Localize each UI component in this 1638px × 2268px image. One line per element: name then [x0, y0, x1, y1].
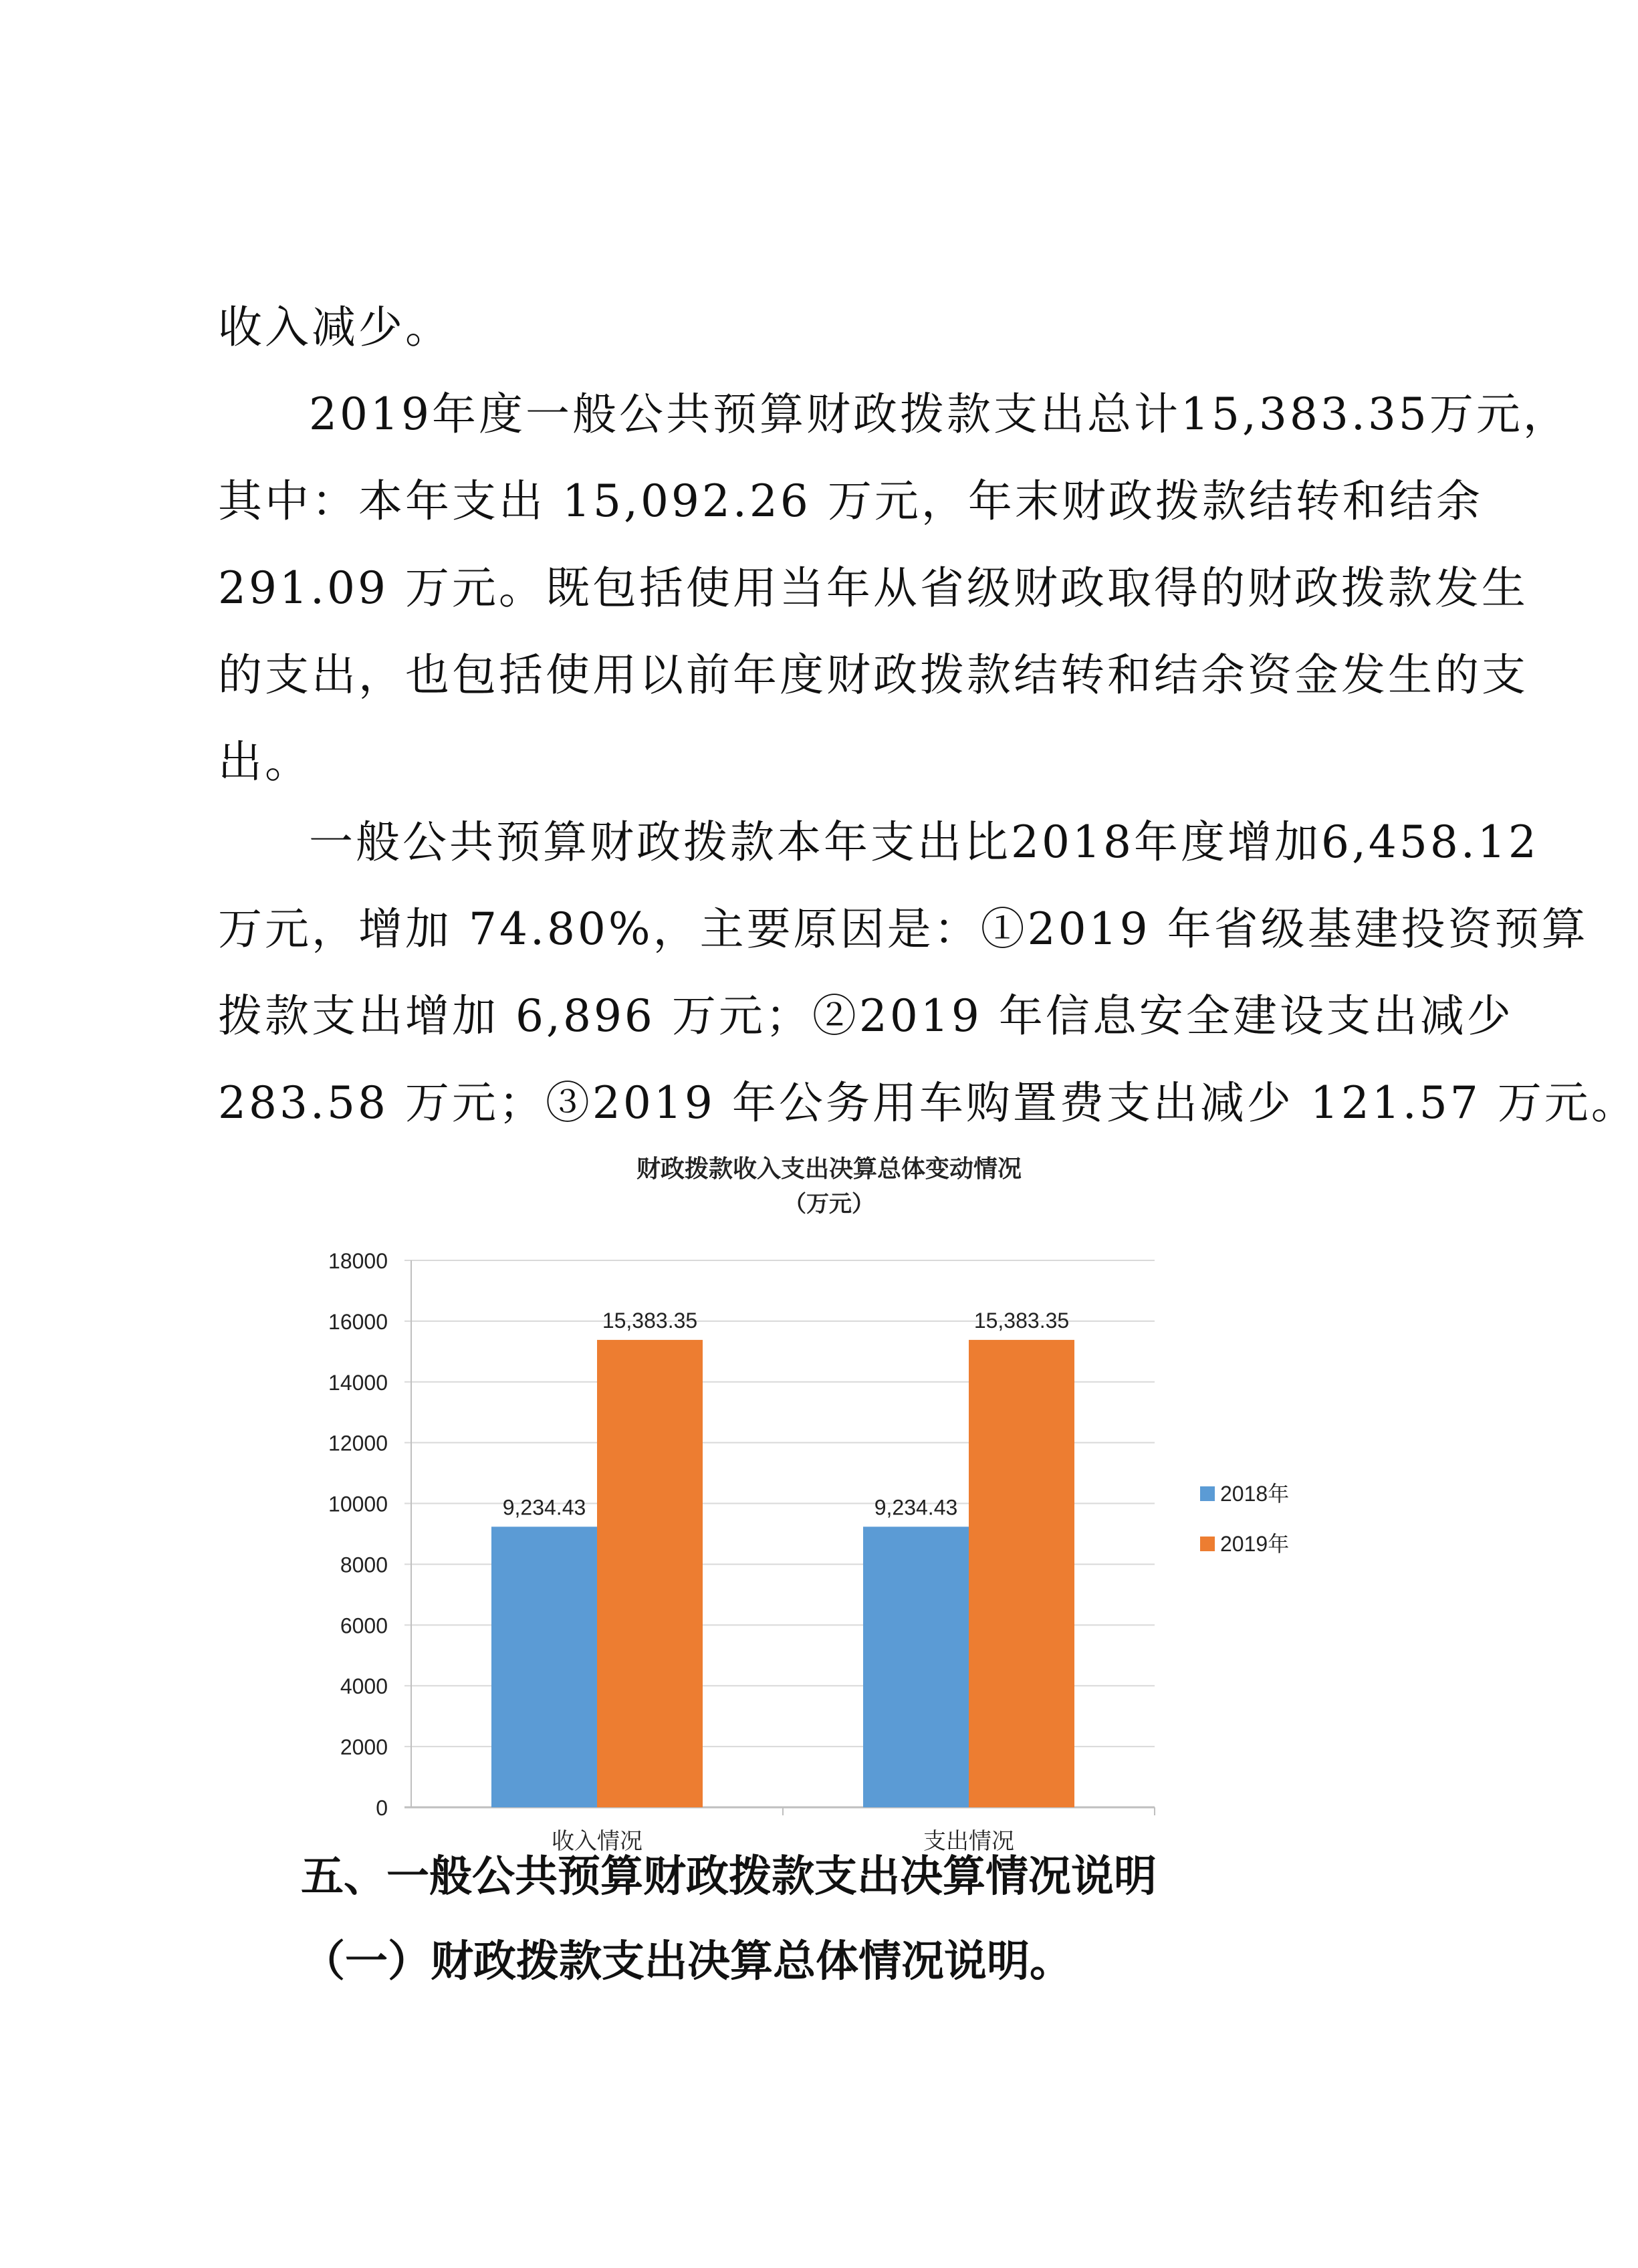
y-tick-label: 14000 — [328, 1370, 388, 1395]
text-line: 万元，增加 74.80%，主要原因是：①2019 年省级基建投资预算 — [218, 903, 1589, 955]
x-tick-label: 收入情况 — [552, 1829, 642, 1854]
y-tick-label: 6000 — [340, 1613, 388, 1638]
y-tick-label: 8000 — [340, 1553, 388, 1577]
y-tick-label: 0 — [376, 1796, 388, 1820]
subsection-heading: （一）财政拨款支出决算总体情况说明。 — [302, 1937, 1072, 1987]
chart-svg — [281, 1137, 1377, 1854]
text-line: 283.58 万元；③2019 年公务用车购置费支出减少 121.57 万元。 — [218, 1077, 1638, 1129]
x-tick-label: 支出情况 — [923, 1829, 1014, 1854]
text-line: 拨款支出增加 6,896 万元；②2019 年信息安全建设支出减少 — [218, 990, 1514, 1042]
legend — [1200, 1482, 1289, 1556]
bar — [863, 1526, 969, 1807]
paragraph-expenditure-change — [218, 799, 1638, 1147]
bars — [491, 1340, 1074, 1807]
y-tick-label: 12000 — [328, 1431, 388, 1456]
chart-title: 财政拨款收入支出决算总体变动情况 — [636, 1155, 1022, 1182]
y-tick-label: 16000 — [328, 1309, 388, 1334]
y-axis-ticks — [328, 1249, 388, 1820]
text-line: 出。 — [218, 736, 312, 788]
data-label: 9,234.43 — [874, 1495, 958, 1520]
bar — [491, 1526, 597, 1807]
text-line: 291.09 万元。既包括使用当年从省级财政取得的财政拨款发生 — [218, 562, 1528, 614]
bar-chart — [281, 1137, 1377, 1854]
data-label: 9,234.43 — [502, 1495, 586, 1520]
legend-swatch — [1200, 1486, 1215, 1501]
y-tick-label: 10000 — [328, 1492, 388, 1516]
text-line: 2019年度一般公共预算财政拨款支出总计15,383.35万元， — [309, 388, 1570, 440]
chart-subtitle: （万元） — [784, 1192, 874, 1217]
bar — [597, 1340, 703, 1807]
text-line: 其中：本年支出 15,092.26 万元，年末财政拨款结转和结余 — [218, 475, 1483, 527]
legend-label: 2019年 — [1220, 1532, 1290, 1556]
y-tick-label: 2000 — [340, 1735, 388, 1760]
legend-label: 2018年 — [1220, 1482, 1290, 1506]
data-label: 15,383.35 — [602, 1308, 698, 1333]
y-tick-label: 18000 — [328, 1249, 388, 1273]
paragraph-continuation — [218, 284, 1401, 371]
text-line: 收入减少。 — [218, 302, 452, 353]
legend-swatch — [1200, 1537, 1215, 1551]
y-tick-label: 4000 — [340, 1674, 388, 1699]
section-heading: 五、一般公共预算财政拨款支出决算情况说明 — [301, 1852, 1157, 1902]
text-line: 一般公共预算财政拨款本年支出比2018年度增加6,458.12 — [309, 816, 1539, 868]
text-line: 的支出，也包括使用以前年度财政拨款结转和结余资金发生的支 — [218, 649, 1528, 701]
bar — [969, 1340, 1074, 1807]
data-label: 15,383.35 — [973, 1308, 1070, 1333]
paragraph-expenditure-total — [218, 371, 1570, 806]
